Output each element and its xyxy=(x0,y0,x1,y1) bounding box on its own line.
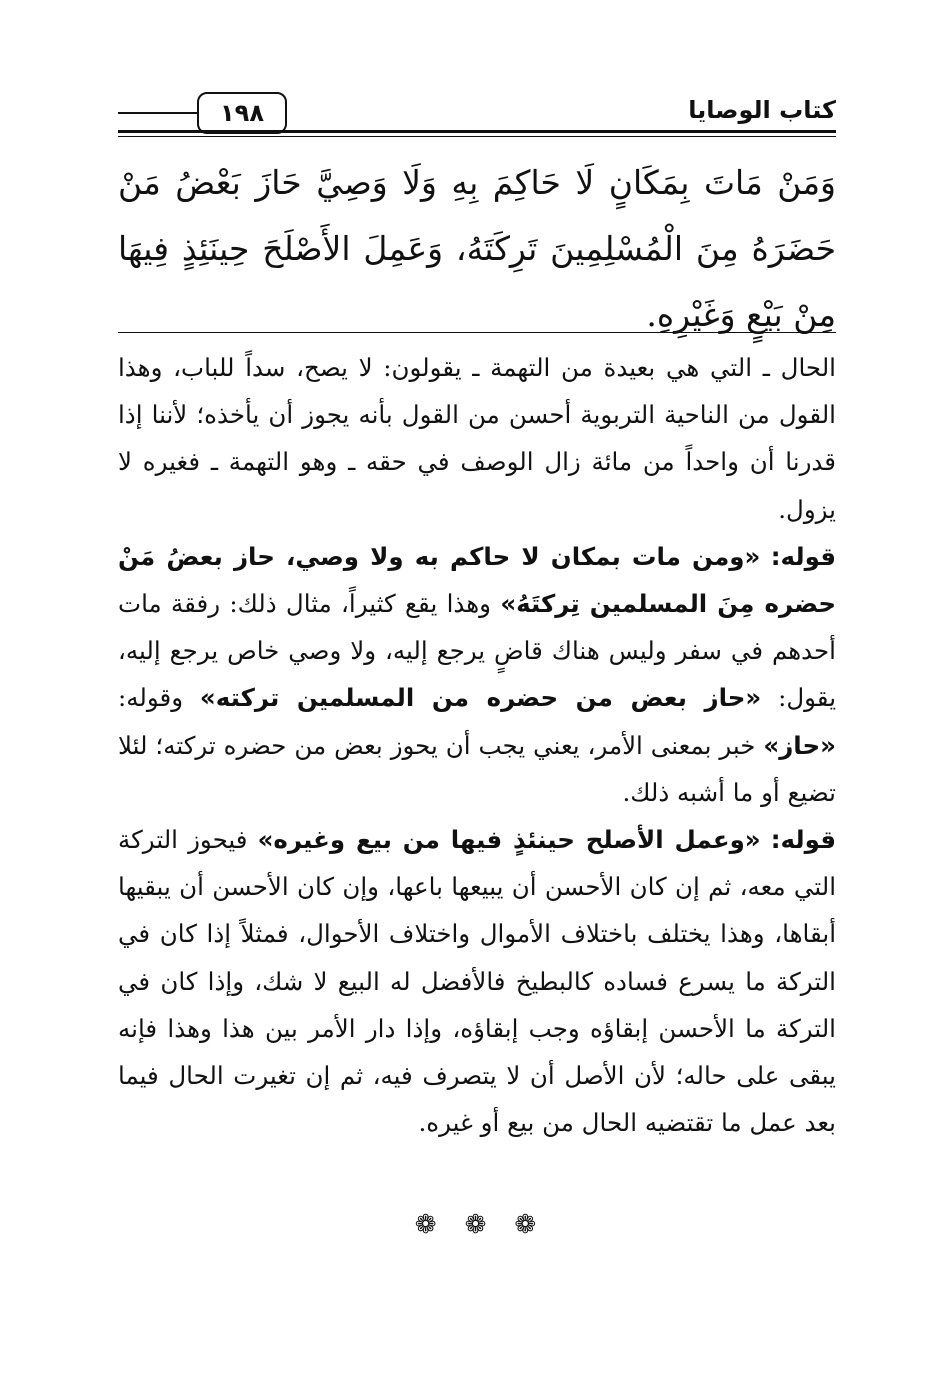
matn-separator xyxy=(118,332,836,333)
book-title: كتاب الوصايا xyxy=(688,96,836,124)
header-rule-thin xyxy=(118,136,836,137)
flower-ornament-icon: ❁ xyxy=(514,1210,537,1240)
quoted-matn: «وعمل الأصلح حينئذٍ فيها من بيع وغيره» xyxy=(257,825,761,855)
commentary-text: وقوله: xyxy=(118,683,200,713)
quoted-word: «حاز» xyxy=(763,730,836,760)
qawluhu-label: قوله: xyxy=(770,825,836,855)
flower-ornament-icon: ❁ xyxy=(414,1210,437,1240)
commentary-text: خبر بمعنى الأمر، يعني يجب أن يحوز بعض من حضره تركته؛ لئلا تضيع أو ما أشبه ذلك. xyxy=(118,730,836,807)
matn-text: وَمَنْ مَاتَ بِمَكَانٍ لَا حَاكِمَ بِهِ وَلَا وَصِيَّ حَازَ بَعْضُ مَنْ حَضَرَهُ مِنَ الْمُسْلِمِينَ تَرِكَتَهُ، وَعَمِلَ الأَصْلَحَ حِينَئِذٍ فِيهَا مِنْ بَيْعٍ وَغَيْرِهِ. xyxy=(118,163,836,334)
header-ornament-lines xyxy=(118,112,197,119)
qawluhu-label: قوله: xyxy=(770,541,836,571)
commentary-paragraph-1: الحال ـ التي هي بعيدة من التهمة ـ يقولون: لا يصح، سداً للباب، وهذا القول من الناحية التربوية أحسن من القول بأنه يجوز أن يأخذه؛ لأننا إذا قدرنا أن واحداً من مائة زال الوصف في حقه ـ وهو التهمة ـ فغيره لا يزول. xyxy=(118,353,836,524)
flower-ornament-icon: ❁ xyxy=(464,1210,487,1240)
section-end-ornaments xyxy=(0,1210,951,1250)
page-number: ١٩٨ xyxy=(197,92,287,134)
page-header xyxy=(118,86,836,138)
quoted-matn: «ومن مات بمكان لا حاكم به ولا وصي، حاز بعضُ مَنْ حضره مِنَ المسلمين تِركتَهُ» xyxy=(118,541,837,619)
commentary xyxy=(118,344,836,1146)
commentary-text: فيحوز التركة التي معه، ثم إن كان الأحسن أن يبيعها باعها، وإن كان الأحسن أن يبقيها أبقاها، وهذا يختلف باختلاف الأموال واختلاف الأحوال، فمثلاً إذا كان في التركة ما يسرع فساده كالبطيخ فالأفضل له البيع لا شك، وإذا كان في التركة ما الأحسن إبقاؤه وجب إبقاؤه، وإذا دار الأمر بين هذا وهذا فإنه يبقى على حاله؛ لأن الأصل أن لا يتصرف فيه، ثم إن تغيرت الحال فيما بعد عمل ما تقتضيه الحال من بيع أو غيره. xyxy=(118,825,836,1138)
commentary-paragraph-3 xyxy=(118,816,836,1146)
quoted-matn: «حاز بعض من حضره من المسلمين تركته» xyxy=(199,683,762,713)
commentary-paragraph-2 xyxy=(118,533,836,816)
header-rule-thick xyxy=(118,130,836,133)
commentary-text: وهذا يقع كثيراً، مثال ذلك: رفقة مات أحدهم في سفر وليس هناك قاضٍ يرجع إليه، ولا وصي خاص يرجع إليه، يقول: xyxy=(118,589,837,713)
